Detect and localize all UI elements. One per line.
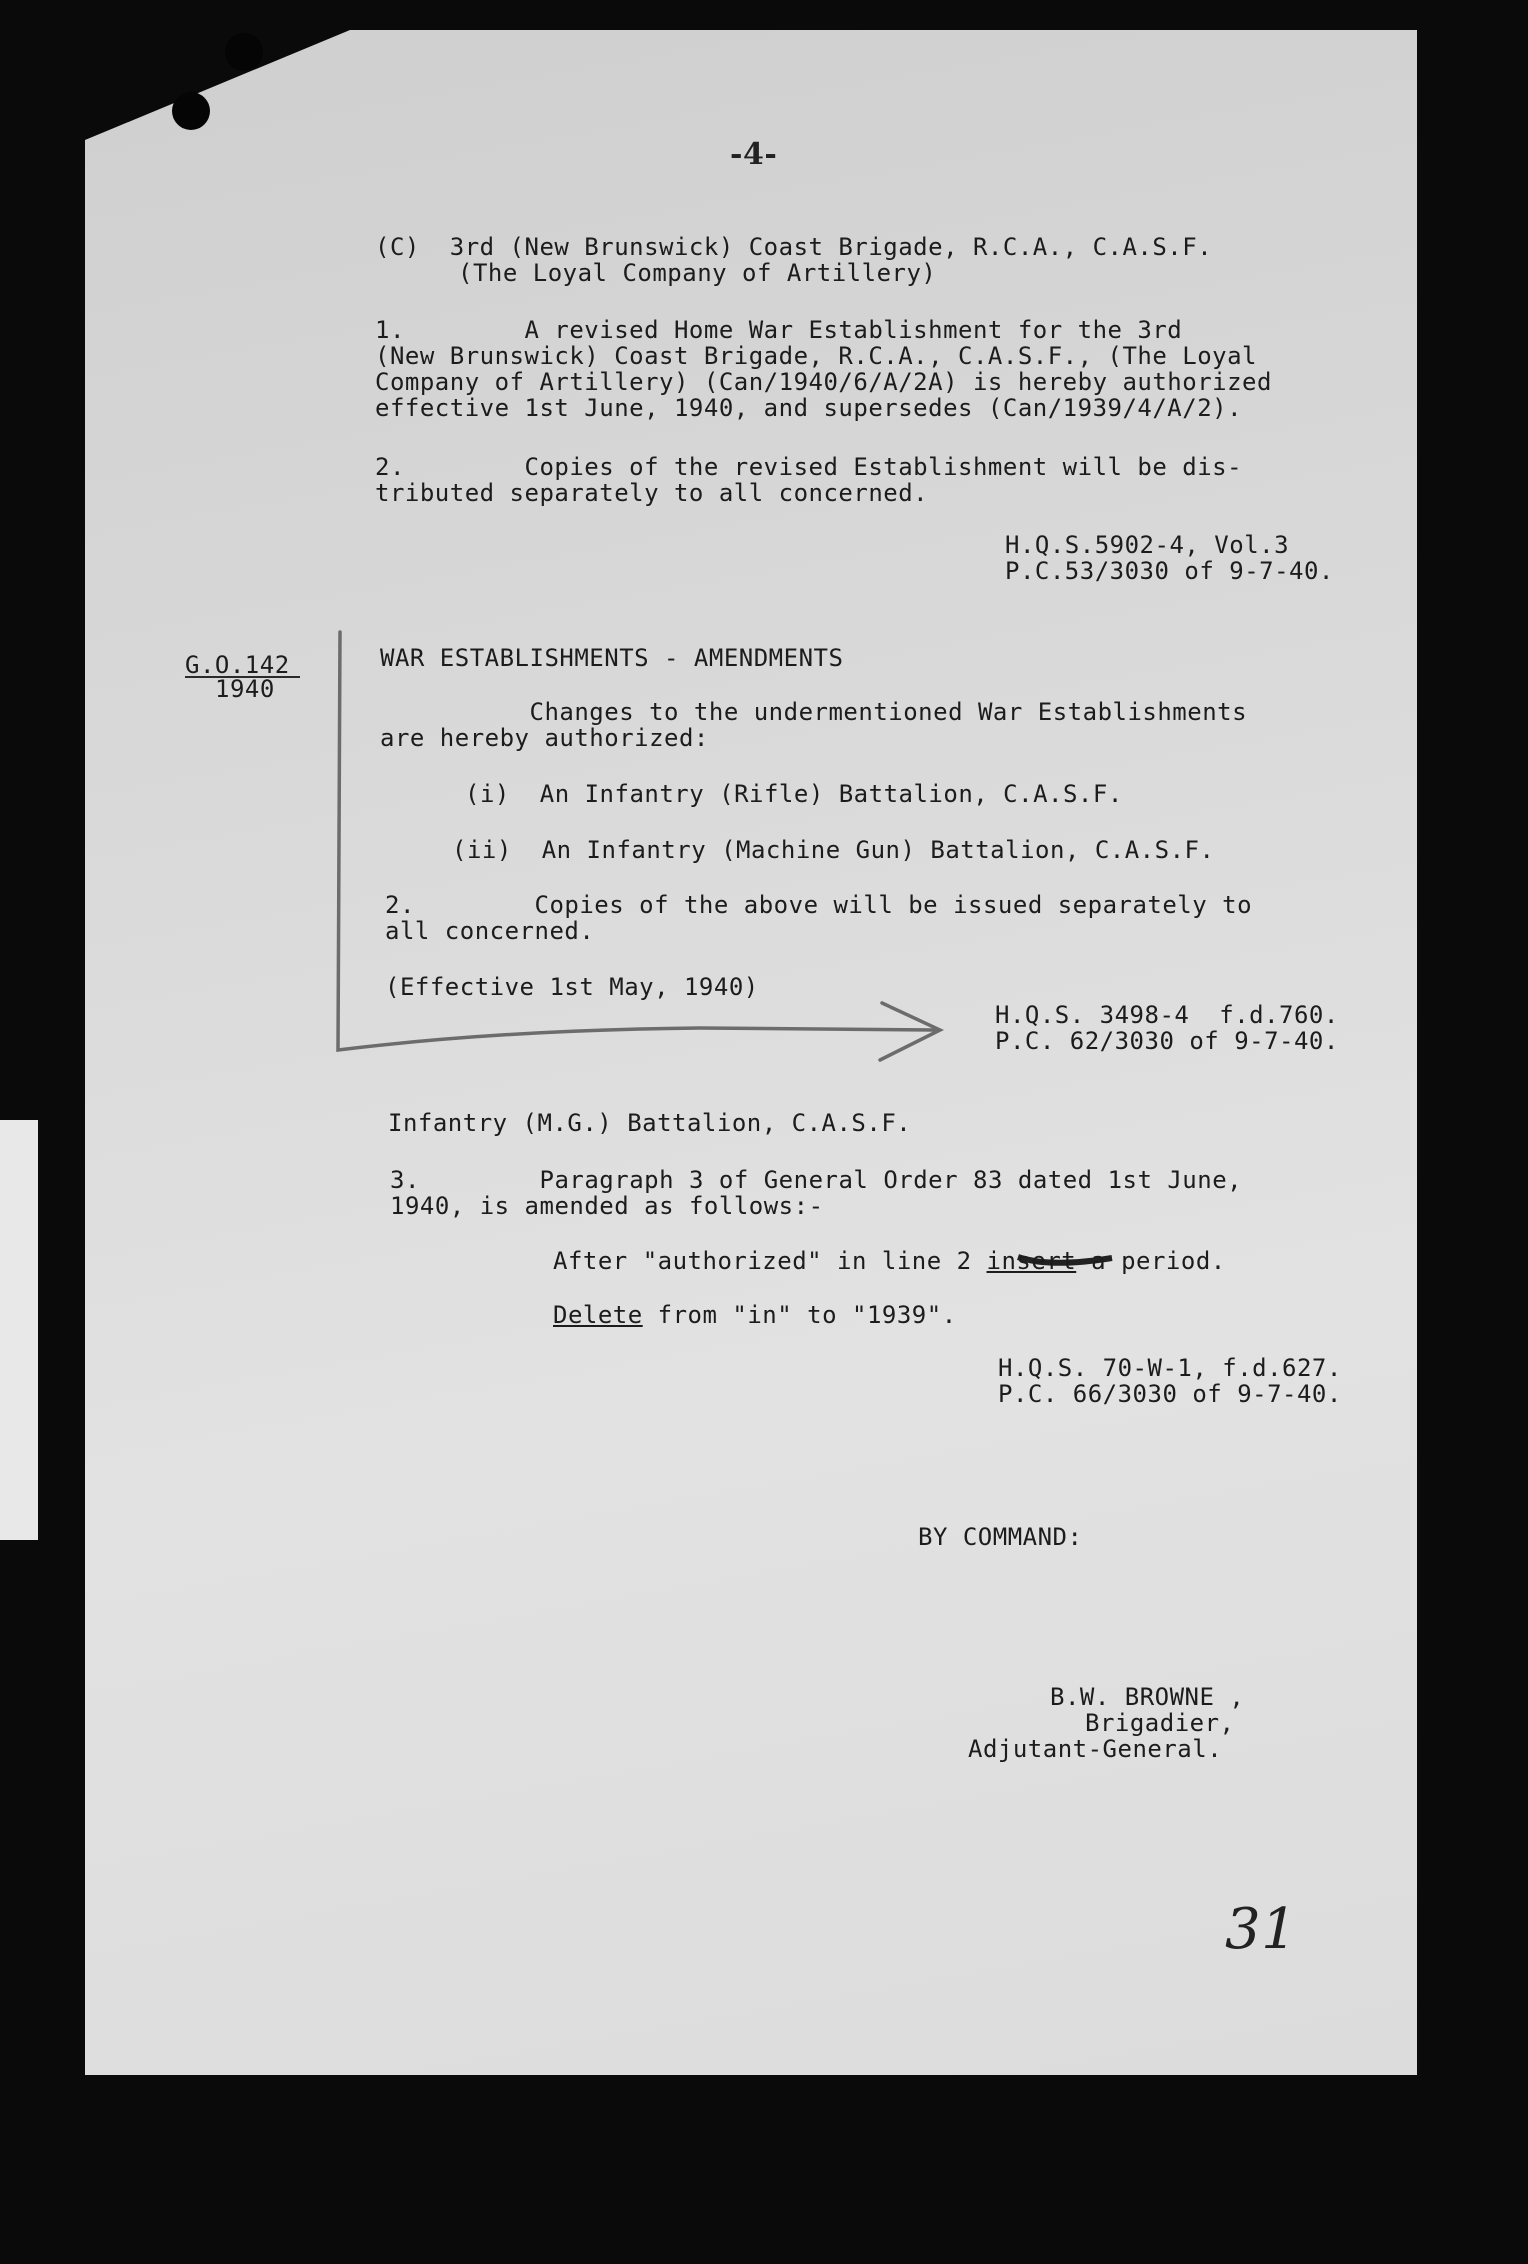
section-c-subheading: (The Loyal Company of Artillery) — [458, 259, 937, 287]
delete-word: Delete — [553, 1301, 643, 1329]
amendment-text: from "in" to "1939". — [642, 1301, 957, 1329]
text-line: (New Brunswick) Coast Brigade, R.C.A., C.A.S.F., (The Loyal — [375, 342, 1258, 370]
by-command: BY COMMAND: — [918, 1523, 1083, 1551]
reference-pc: P.C. 66/3030 of 9-7-40. — [998, 1380, 1342, 1408]
text-line: 2. Copies of the revised Establishment will be dis- — [375, 453, 1243, 481]
text-line: tributed separately to all concerned. — [375, 479, 929, 507]
margin-order-number: G.O.142 — [185, 651, 290, 679]
reference-hqs: H.Q.S.5902-4, Vol.3 — [1005, 531, 1290, 559]
signatory-name: B.W. BROWNE , — [1050, 1683, 1245, 1711]
amendment-delete-line — [553, 1300, 957, 1330]
amendment-text: After "authorized" in line 2 — [553, 1247, 987, 1275]
margin-order-year: 1940 — [215, 675, 275, 703]
text-line: Changes to the undermentioned War Establishments — [380, 698, 1248, 726]
reference-pc: P.C.53/3030 of 9-7-40. — [1005, 557, 1334, 585]
infantry-mg-heading: Infantry (M.G.) Battalion, C.A.S.F. — [388, 1109, 912, 1137]
establishment-item: (i) An Infantry (Rifle) Battalion, C.A.S.F. — [465, 780, 1123, 808]
reference-pc: P.C. 62/3030 of 9-7-40. — [995, 1027, 1339, 1055]
section-c-heading: (C) 3rd (New Brunswick) Coast Brigade, R.C.A., C.A.S.F. — [375, 233, 1213, 261]
signatory-title: Adjutant-General. — [968, 1735, 1223, 1763]
text-line: 1. A revised Home War Establishment for the 3rd — [375, 316, 1183, 344]
handwritten-folio-number: 31 — [1225, 1897, 1298, 1962]
establishment-item: (ii) An Infantry (Machine Gun) Battalion, C.A.S.F. — [452, 836, 1215, 864]
text-line: 1940, is amended as follows:- — [390, 1192, 824, 1220]
amendment-insert-line — [553, 1246, 1226, 1276]
reference-hqs: H.Q.S. 3498-4 f.d.760. — [995, 1001, 1339, 1029]
amendment-text: a period. — [1076, 1247, 1226, 1275]
effective-date: (Effective 1st May, 1940) — [385, 973, 759, 1001]
text-line: effective 1st June, 1940, and supersedes (Can/1939/4/A/2). — [375, 394, 1243, 422]
go-heading: WAR ESTABLISHMENTS - AMENDMENTS — [380, 644, 844, 672]
text-line: 2. Copies of the above will be issued separately to — [385, 891, 1253, 919]
reference-hqs: H.Q.S. 70-W-1, f.d.627. — [998, 1354, 1342, 1382]
signatory-rank: Brigadier, — [1085, 1709, 1235, 1737]
text-line: are hereby authorized: — [380, 724, 709, 752]
text-line: Company of Artillery) (Can/1940/6/A/2A) is hereby authorized — [375, 368, 1272, 396]
text-line: 3. Paragraph 3 of General Order 83 dated 1st June, — [390, 1166, 1243, 1194]
insert-word: insert — [986, 1247, 1077, 1275]
page-number: -4- — [730, 137, 778, 172]
text-line: all concerned. — [385, 917, 595, 945]
